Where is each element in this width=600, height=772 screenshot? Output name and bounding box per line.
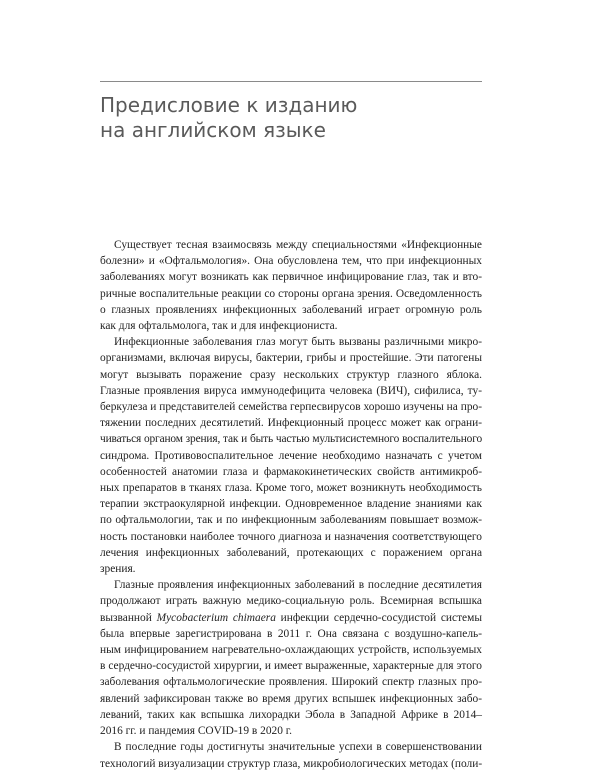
- text-line: [100, 610, 482, 626]
- text-line: синдрома. Противовоспалительное лечение необходимо назначать с учетом: [100, 449, 482, 462]
- text-line: ных препаратов в тканях глаза. Кроме того, может возникнуть необходимость: [100, 482, 482, 495]
- text-line: в сердечно-сосудистой хирургии, и имеет выраженные, характерные для этого: [100, 660, 482, 673]
- paragraph-3: [100, 577, 482, 739]
- chapter-title-line-1: Предисловие к изданию: [100, 93, 358, 117]
- text-fragment: инфекции сердечно-сосудистой системы: [275, 611, 482, 624]
- paragraph-4: [100, 739, 482, 771]
- text-line: могут вызывать поражение сразу нескольких структур глазного яблока.: [100, 368, 482, 381]
- text-line: ным инфицированием нагревательно-охлаждающих устройств, используемых: [100, 644, 482, 657]
- header-rule: [100, 81, 482, 82]
- text-line: ричные воспалительные реакции со стороны органа зрения. Осведомленность: [100, 287, 482, 300]
- text-line: явлений зафиксирован также во время других вспышек инфекционных забо-: [100, 692, 482, 705]
- text-line: была впервые зарегистрирована в 2011 г. Она связана с воздушно-капель-: [100, 627, 482, 640]
- text-line: зрения.: [100, 563, 136, 576]
- text-line: продолжают играть важную медико-социальную роль. Всемирная вспышка: [100, 595, 482, 608]
- paragraph-2: [100, 334, 482, 577]
- text-line: заболеваниях могут возникать как первичное инфицирование глаз, так и вто-: [100, 271, 482, 284]
- text-line: Глазные проявления вируса иммунодефицита человека (ВИЧ), сифилиса, ту-: [100, 384, 482, 397]
- text-line: 2016 гг. и пандемия COVID-19 в 2020 г.: [100, 725, 293, 738]
- text-line: терапии экстраокулярной инфекции. Одновременное владение знаниями как: [100, 498, 482, 511]
- text-line: по офтальмологии, так и по инфекционным заболеваниям повышает возмож-: [100, 514, 482, 527]
- chapter-title-line-2: на английском языке: [100, 118, 326, 142]
- text-line: тяжении последних десятилетий. Инфекционный процесс может как ограни-: [100, 417, 482, 430]
- text-line: о глазных проявлениях инфекционных заболеваний играет огромную роль: [100, 303, 482, 316]
- text-line: Инфекционные заболевания глаз могут быть вызваны различными микро-: [114, 336, 482, 349]
- organism-name: Mycobacterium chimaera: [156, 611, 276, 624]
- text-line: технологий визуализации структур глаза, микробиологических методах (поли-: [100, 757, 483, 770]
- text-line: Глазные проявления инфекционных заболеваний в последние десятилетия: [114, 579, 482, 592]
- text-line: заболевания офтальмологические проявления. Широкий спектр глазных про-: [100, 676, 482, 689]
- chapter-title: [100, 93, 500, 143]
- text-line: организмами, включая вирусы, бактерии, грибы и простейшие. Эти патогены: [100, 352, 482, 365]
- text-line: Существует тесная взаимосвязь между специальностями «Инфекционные: [114, 239, 482, 251]
- text-line: леваний, таких как вспышка лихорадки Эбола в Западной Африке в 2014–: [100, 708, 482, 721]
- paragraph-1: [100, 237, 482, 334]
- text-line: как для офтальмолога, так и для инфекциониста.: [100, 320, 338, 333]
- text-line: болезни» и «Офтальмология». Она обусловлена тем, что при инфекционных: [100, 255, 482, 268]
- text-line: чиваться органом зрения, так и быть частью мультисистемного воспалительного: [100, 433, 482, 446]
- text-line: беркулеза и представителей семейства герпесвирусов хорошо изучены на про-: [100, 401, 482, 414]
- text-line: особенностей анатомии глаза и фармакокинетических свойств антимикроб-: [100, 465, 482, 478]
- text-line: В последние годы достигнуты значительные успехи в совершенствовании: [114, 741, 482, 754]
- text-line: лечения инфекционных заболеваний, протекающих с поражением органа: [100, 546, 482, 559]
- body-text: [100, 237, 482, 772]
- text-fragment: вызванной: [100, 611, 157, 624]
- text-line: ность постановки наиболее точного диагноза и назначения соответствующего: [100, 530, 482, 543]
